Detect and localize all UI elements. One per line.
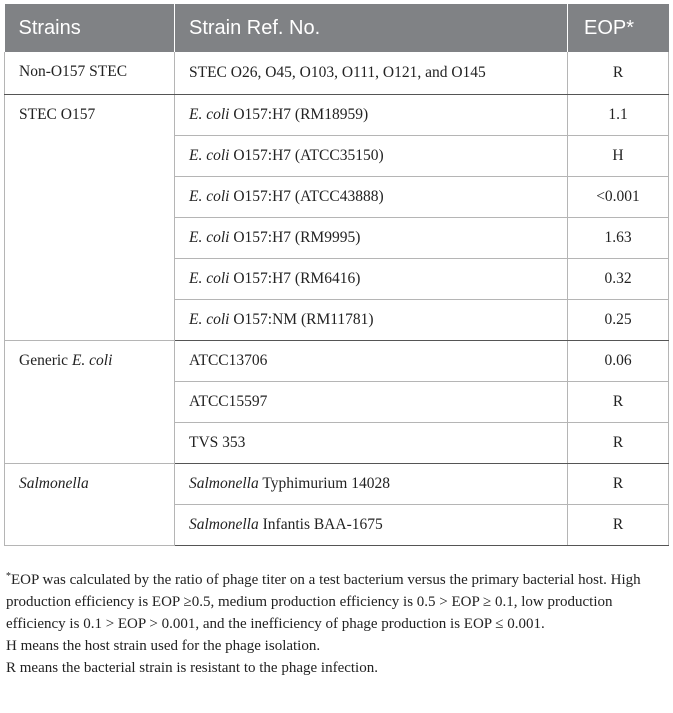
ref-text: O157:H7 (ATCC43888) xyxy=(229,187,384,205)
table-row xyxy=(5,94,669,135)
ref-italic: Salmonella xyxy=(189,474,259,492)
footnote-eop-definition xyxy=(6,566,666,635)
ref-text: Infantis BAA-1675 xyxy=(258,515,383,533)
group-cell-salmonella xyxy=(5,463,175,545)
ref-italic: E. coli xyxy=(189,269,230,287)
eop-cell: R xyxy=(568,52,669,94)
ref-text: O157:H7 (RM18959) xyxy=(229,105,369,123)
header-strains: Strains xyxy=(5,4,175,52)
table-row xyxy=(5,463,669,504)
ref-text: O157:NM (RM11781) xyxy=(229,310,374,328)
ref-italic: E. coli xyxy=(189,105,230,123)
ref-cell xyxy=(175,176,568,217)
header-strain-ref-no: Strain Ref. No. xyxy=(175,4,568,52)
table-header xyxy=(5,4,669,52)
group-label: STEC O157 xyxy=(19,105,96,123)
ref-text: O157:H7 (ATCC35150) xyxy=(229,146,384,164)
eop-cell: 0.06 xyxy=(568,340,669,381)
group-italic: E. coli xyxy=(71,351,113,369)
ref-text: O157:H7 (RM6416) xyxy=(229,269,361,287)
group-cell-generic-e-coli xyxy=(5,340,175,463)
group-italic: Salmonella xyxy=(19,474,89,492)
footnote-host-strain: H means the host strain used for the phage isolation. xyxy=(6,638,321,654)
ref-cell xyxy=(175,299,568,340)
eop-cell: 0.32 xyxy=(568,258,669,299)
ref-italic: E. coli xyxy=(189,228,230,246)
ref-cell xyxy=(175,504,568,545)
eop-table xyxy=(4,4,669,546)
table-row xyxy=(5,52,669,94)
eop-cell: 0.25 xyxy=(568,299,669,340)
group-label: Non-O157 STEC xyxy=(19,63,128,80)
eop-cell: <0.001 xyxy=(568,176,669,217)
ref-cell xyxy=(175,422,568,463)
ref-cell xyxy=(175,381,568,422)
ref-cell xyxy=(175,463,568,504)
ref-cell xyxy=(175,135,568,176)
eop-cell: 1.1 xyxy=(568,94,669,135)
ref-cell xyxy=(175,94,568,135)
ref-italic: E. coli xyxy=(189,146,230,164)
group-cell-stec-o157 xyxy=(5,94,175,340)
ref-text: STEC O26, O45, O103, O111, O121, and O145 xyxy=(189,63,486,81)
eop-cell: R xyxy=(568,504,669,545)
ref-cell xyxy=(175,52,568,94)
eop-cell: 1.63 xyxy=(568,217,669,258)
table-footnotes xyxy=(6,566,666,679)
eop-cell: R xyxy=(568,463,669,504)
ref-cell xyxy=(175,340,568,381)
group-prefix: Generic xyxy=(19,351,72,369)
eop-cell: R xyxy=(568,381,669,422)
ref-text: Typhimurium 14028 xyxy=(258,474,390,492)
ref-text: O157:H7 (RM9995) xyxy=(229,228,361,246)
ref-cell xyxy=(175,258,568,299)
eop-cell: R xyxy=(568,422,669,463)
table-row xyxy=(5,340,669,381)
footnote-marker: * xyxy=(6,571,11,582)
header-row xyxy=(5,4,669,52)
footnote-text: EOP was calculated by the ratio of phage titer on a test bacterium versus the primary bacterial host. High production efficiency is EOP ≥0.5, medium production efficiency is 0.5 > EOP ≥ 0.1, low production efficiency is 0.1 > EOP > 0.001, and the inefficiency of phage production is EOP ≤ 0.001. xyxy=(6,572,641,632)
eop-cell: H xyxy=(568,135,669,176)
ref-italic: E. coli xyxy=(189,310,230,328)
header-eop: EOP* xyxy=(568,4,669,52)
ref-text: ATCC15597 xyxy=(189,392,268,410)
ref-text: ATCC13706 xyxy=(189,351,268,369)
ref-cell xyxy=(175,217,568,258)
table-body xyxy=(5,52,669,545)
ref-italic: Salmonella xyxy=(189,515,259,533)
footnote-resistant: R means the bacterial strain is resistant to the phage infection. xyxy=(6,660,378,676)
ref-italic: E. coli xyxy=(189,187,230,205)
group-cell-non-o157-stec xyxy=(5,52,175,94)
ref-text: TVS 353 xyxy=(189,433,246,451)
